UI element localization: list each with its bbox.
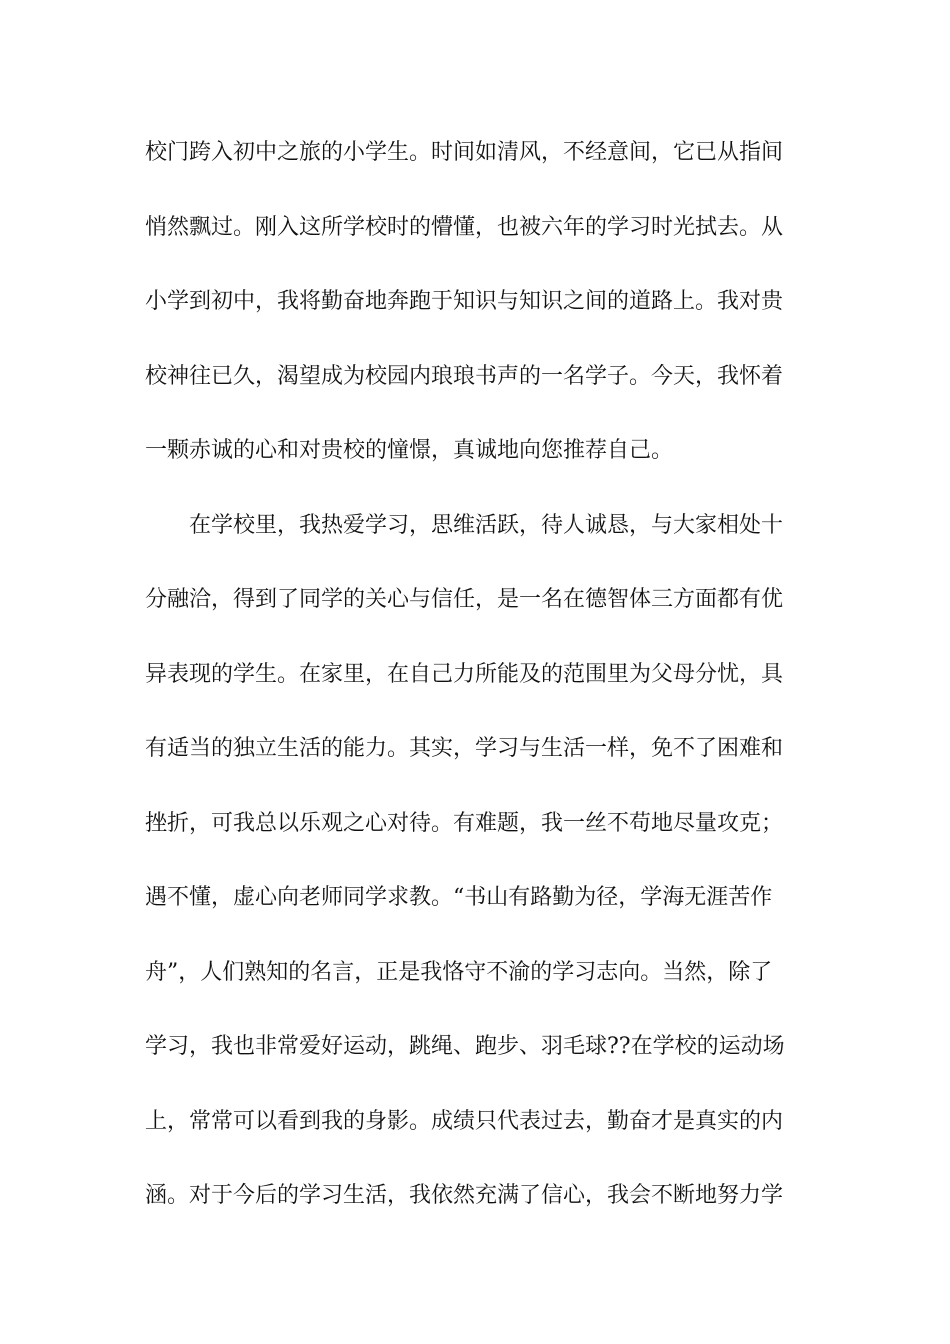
text-line-1: 校门跨入初中之旅的小学生。时间如清风，不经意间，它已从指间 [145, 140, 784, 165]
text-line-14: 上，常常可以看到我的身影。成绩只代表过去，勤奋才是真实的内 [145, 1109, 784, 1134]
text-line-7: 分融洽，得到了同学的关心与信任，是一名在德智体三方面都有优 [145, 587, 784, 612]
text-line-3: 小学到初中，我将勤奋地奔跑于知识与知识之间的道路上。我对贵 [145, 289, 784, 314]
text-line-5: 一颗赤诚的心和对贵校的憧憬，真诚地向您推荐自己。 [145, 438, 674, 463]
text-line-11: 遇不懂，虚心向老师同学求教。“书山有路勤为径，学海无涯苦作 [145, 885, 773, 910]
text-line-6-indent: 在学校里，我热爱学习，思维活跃，待人诚恳，与大家相处十 [189, 513, 784, 538]
text-line-12: 舟”，人们熟知的名言，正是我恪守不渝的学习志向。当然，除了 [145, 960, 773, 985]
text-line-2: 悄然飘过。刚入这所学校时的懵懂，也被六年的学习时光拭去。从 [145, 215, 784, 240]
text-line-15: 涵。对于今后的学习生活，我依然充满了信心，我会不断地努力学 [145, 1183, 784, 1208]
text-line-10: 挫折，可我总以乐观之心对待。有难题，我一丝不苟地尽量攻克； [145, 811, 784, 836]
text-line-4: 校神往已久，渴望成为校园内琅琅书声的一名学子。今天，我怀着 [145, 364, 784, 389]
text-line-13: 学习，我也非常爱好运动，跳绳、跑步、羽毛球??在学校的运动场 [145, 1034, 785, 1059]
text-line-8: 异表现的学生。在家里，在自己力所能及的范围里为父母分忧，具 [145, 662, 784, 687]
text-line-9: 有适当的独立生活的能力。其实，学习与生活一样，免不了困难和 [145, 736, 784, 761]
